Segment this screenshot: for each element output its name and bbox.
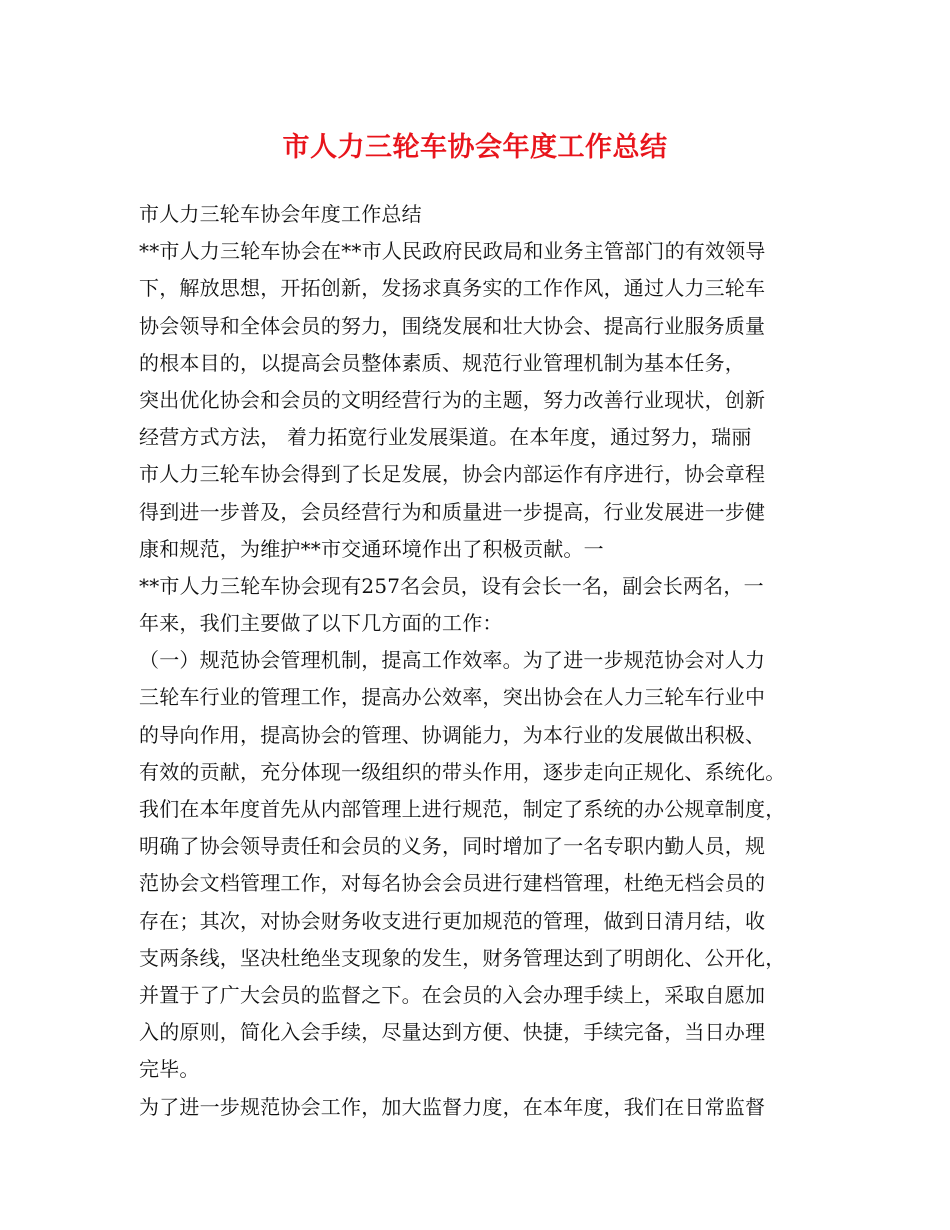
text-line: 存在；其次，对协会财务收支进行更加规范的管理，做到日清月结，收	[139, 908, 766, 933]
document-title: 市人力三轮车协会年度工作总结	[282, 132, 668, 163]
text-line: 明确了协会领导责任和会员的义务，同时增加了一名专职内勤人员，规	[139, 834, 766, 859]
text-line: 入的原则，简化入会手续，尽量达到方便、快捷，手续完备，当日办理	[139, 1020, 766, 1045]
text-line: 有效的贡献，充分体现一级组织的带头作用，逐步走向正规化、系统化。	[139, 759, 786, 784]
text-line: **市人力三轮车协会现有257名会员，设有会长一名，副会长两名，一	[139, 573, 764, 598]
text-line: 经营方式方法， 着力拓宽行业发展渠道。在本年度，通过努力，瑞丽	[139, 425, 752, 450]
text-line: 完毕。	[139, 1057, 200, 1082]
text-line: 三轮车行业的管理工作，提高办公效率，突出协会在人力三轮车行业中	[139, 685, 766, 710]
text-line: 年来，我们主要做了以下几方面的工作：	[139, 611, 503, 636]
text-line: 支两条线，坚决杜绝坐支现象的发生，财务管理达到了明朗化、公开化，	[139, 945, 786, 970]
text-line: （一）规范协会管理机制，提高工作效率。为了进一步规范协会对人力	[139, 648, 766, 673]
text-line: 市人力三轮车协会年度工作总结	[139, 202, 422, 226]
text-line: 得到进一步普及，会员经营行为和质量进一步提高，行业发展进一步健	[139, 499, 766, 524]
text-line: 市人力三轮车协会得到了长足发展，协会内部运作有序进行，协会章程	[139, 462, 766, 487]
text-line: 的根本目的，以提高会员整体素质、规范行业管理机制为基本任务，	[139, 350, 745, 375]
text-line: **市人力三轮车协会在**市人民政府民政局和业务主管部门的有效领导	[139, 239, 766, 264]
text-line: 为了进一步规范协会工作，加大监督力度，在本年度，我们在日常监督	[139, 1094, 766, 1119]
text-line: 并置于了广大会员的监督之下。在会员的入会办理手续上，采取自愿加	[139, 982, 766, 1007]
text-line: 范协会文档管理工作，对每名协会会员进行建档管理，杜绝无档会员的	[139, 871, 766, 896]
text-line: 的导向作用，提高协会的管理、协调能力，为本行业的发展做出积极、	[139, 722, 766, 747]
text-line: 协会领导和全体会员的努力，围绕发展和壮大协会、提高行业服务质量	[139, 313, 766, 338]
text-line: 康和规范，为维护**市交通环境作出了积极贡献。一	[139, 536, 604, 561]
text-line: 下，解放思想，开拓创新，发扬求真务实的工作作风，通过人力三轮车	[139, 276, 766, 301]
text-line: 突出优化协会和会员的文明经营行为的主题，努力改善行业现状，创新	[139, 387, 766, 412]
text-line: 我们在本年度首先从内部管理上进行规范，制定了系统的办公规章制度，	[139, 797, 786, 821]
document-body	[139, 196, 829, 1126]
